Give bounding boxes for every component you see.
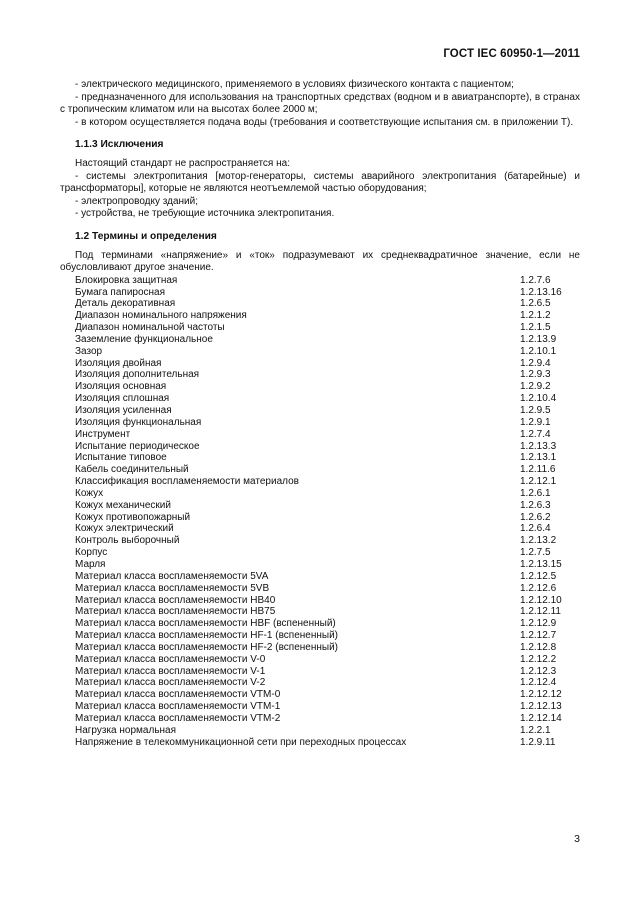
term-reference: 1.2.10.4 (520, 393, 557, 405)
term-reference: 1.2.12.1 (520, 476, 557, 488)
term-row (60, 405, 580, 417)
term-reference: 1.2.9.2 (520, 381, 551, 393)
term-reference: 1.2.12.6 (520, 582, 557, 594)
term-row (60, 666, 580, 678)
term-name: Кожух (75, 487, 104, 499)
term-row (60, 429, 580, 441)
term-row (60, 275, 580, 287)
term-name: Изоляция функциональная (75, 416, 202, 428)
term-row (60, 618, 580, 630)
term-reference: 1.2.12.8 (520, 641, 557, 653)
term-name: Диапазон номинальной частоты (75, 322, 225, 334)
term-name: Бумага папиросная (75, 286, 166, 298)
term-row (60, 630, 580, 642)
term-name: Деталь декоративная (75, 298, 176, 310)
term-row (60, 571, 580, 583)
term-reference: 1.2.9.4 (520, 357, 551, 369)
term-row (60, 512, 580, 524)
term-reference: 1.2.7.6 (520, 274, 551, 286)
term-reference: 1.2.13.1 (520, 452, 557, 464)
term-row (60, 583, 580, 595)
term-name: Материал класса воспламеняемости VTM-2 (75, 712, 281, 724)
term-reference: 1.2.13.15 (520, 558, 562, 570)
term-row (60, 358, 580, 370)
intro-item-1: - электрического медицинского, применяемого в условиях физического контакта с пациентом; (75, 79, 514, 90)
term-name: Марля (75, 558, 106, 570)
exclusions-paragraph-1: Настоящий стандарт не распространяется на: (75, 157, 290, 169)
page-content (60, 79, 580, 748)
term-reference: 1.2.9.1 (520, 416, 551, 428)
page-number: 3 (574, 833, 580, 845)
term-reference: 1.2.9.3 (520, 369, 551, 381)
term-name: Корпус (75, 547, 108, 559)
term-row (60, 488, 580, 500)
term-name: Изоляция сплошная (75, 393, 170, 405)
term-reference: 1.2.12.12 (520, 689, 562, 701)
intro-item-3: - в котором осуществляется подача воды (требования и соответствующие испытания см. в приложении Т). (75, 116, 574, 128)
term-row (60, 310, 580, 322)
term-reference: 1.2.9.11 (520, 736, 556, 748)
term-name: Кабель соединительный (75, 464, 189, 476)
term-reference: 1.2.2.1 (520, 724, 551, 736)
term-name: Материал класса воспламеняемости HBF (вспененный) (75, 618, 336, 630)
term-reference: 1.2.13.2 (520, 535, 557, 547)
term-reference: 1.2.12.2 (520, 653, 557, 665)
term-reference: 1.2.6.1 (520, 487, 551, 499)
term-row (60, 500, 580, 512)
term-reference: 1.2.9.5 (520, 405, 551, 416)
term-name: Материал класса воспламеняемости VTM-0 (75, 689, 281, 701)
term-row (60, 535, 580, 547)
term-name: Изоляция усиленная (75, 405, 172, 416)
term-reference: 1.2.6.2 (520, 511, 551, 523)
term-name: Материал класса воспламеняемости HB75 (75, 606, 276, 618)
term-name: Материал класса воспламеняемости 5VB (75, 582, 270, 594)
term-reference: 1.2.11.6 (520, 464, 556, 476)
term-row (60, 441, 580, 453)
term-name: Инструмент (75, 428, 131, 440)
exclusions-paragraph-2: - системы электропитания [мотор-генераторы, системы аварийного электропитания (батарейные) и трансформаторы], которые не являются неотъемлемой частью оборудования; (60, 170, 580, 195)
exclusions-paragraph-3: - электропроводку зданий; (75, 195, 198, 207)
term-name: Диапазон номинального напряжения (75, 310, 247, 322)
exclusions-heading: 1.1.3 Исключения (75, 139, 164, 151)
term-row (60, 417, 580, 429)
term-reference: 1.2.12.4 (520, 677, 557, 689)
term-reference: 1.2.7.5 (520, 547, 551, 559)
term-row (60, 547, 580, 559)
term-row (60, 642, 580, 654)
term-reference: 1.2.13.3 (520, 440, 557, 452)
term-name: Классификация воспламеняемости материалов (75, 476, 299, 488)
term-row (60, 464, 580, 476)
term-reference: 1.2.12.14 (520, 712, 562, 724)
term-row (60, 725, 580, 737)
exclusions-paragraph-4: - устройства, не требующие источника электропитания. (75, 208, 335, 220)
term-row (60, 523, 580, 535)
term-name: Материал класса воспламеняемости V-1 (75, 665, 266, 677)
term-name: Кожух электрический (75, 523, 174, 535)
term-row (60, 393, 580, 405)
term-name: Изоляция основная (75, 381, 167, 393)
term-name: Изоляция дополнительная (75, 369, 200, 381)
term-name: Изоляция двойная (75, 357, 162, 369)
term-reference: 1.2.7.4 (520, 428, 551, 440)
term-reference: 1.2.12.5 (520, 570, 557, 582)
term-row (60, 381, 580, 393)
term-name: Материал класса воспламеняемости HF-1 (вспененный) (75, 630, 338, 642)
term-row (60, 559, 580, 571)
term-row (60, 298, 580, 310)
term-reference: 1.2.12.10 (520, 594, 562, 606)
term-row (60, 287, 580, 299)
term-name: Блокировка защитная (75, 274, 178, 286)
term-name: Кожух механический (75, 499, 171, 511)
term-reference: 1.2.1.5 (520, 322, 551, 334)
term-row (60, 346, 580, 358)
term-name: Материал класса воспламеняемости HF-2 (вспененный) (75, 641, 338, 653)
term-name: Нагрузка нормальная (75, 724, 177, 736)
term-reference: 1.2.6.4 (520, 523, 551, 535)
term-name: Напряжение в телекоммуникационной сети при переходных процессах (75, 736, 407, 748)
terms-index-list (60, 275, 580, 749)
terms-heading: 1.2 Термины и определения (75, 230, 217, 242)
term-reference: 1.2.1.2 (520, 310, 551, 322)
term-name: Материал класса воспламеняемости VTM-1 (75, 701, 281, 713)
term-name: Материал класса воспламеняемости V-0 (75, 653, 266, 665)
term-row (60, 334, 580, 346)
term-name: Контроль выборочный (75, 535, 180, 547)
term-reference: 1.2.12.13 (520, 701, 562, 713)
term-row (60, 654, 580, 666)
term-reference: 1.2.12.7 (520, 630, 557, 642)
term-row (60, 677, 580, 689)
intro-item-2: - предназначенного для использования на транспортных средствах (водном и в авиатранспорте), в странах с тропическим климатом или на высотах более 2000 м; (60, 91, 580, 116)
term-reference: 1.2.12.11 (520, 606, 561, 618)
term-reference: 1.2.6.5 (520, 298, 551, 310)
term-reference: 1.2.12.3 (520, 665, 557, 677)
term-row (60, 713, 580, 725)
term-row (60, 322, 580, 334)
term-row (60, 595, 580, 607)
term-row (60, 476, 580, 488)
term-reference: 1.2.12.9 (520, 618, 557, 630)
term-row (60, 452, 580, 464)
term-reference: 1.2.13.9 (520, 333, 557, 345)
term-name: Материал класса воспламеняемости HB40 (75, 594, 276, 606)
term-row (60, 369, 580, 381)
term-reference: 1.2.10.1 (520, 345, 557, 357)
term-name: Кожух противопожарный (75, 511, 191, 523)
term-name: Испытание периодическое (75, 440, 200, 452)
term-name: Испытание типовое (75, 452, 167, 464)
term-reference: 1.2.13.16 (520, 286, 562, 298)
term-name: Заземление функциональное (75, 333, 213, 345)
term-name: Зазор (75, 345, 103, 357)
term-row (60, 737, 580, 749)
term-reference: 1.2.6.3 (520, 499, 551, 511)
terms-intro: Под терминами «напряжение» и «ток» подразумевают их среднеквадратичное значение, если не обусловливают другое значение. (60, 249, 580, 274)
term-row (60, 689, 580, 701)
term-name: Материал класса воспламеняемости 5VA (75, 570, 269, 582)
standard-header: ГОСТ IEC 60950-1—2011 (443, 48, 580, 60)
term-row (60, 606, 580, 618)
term-row (60, 701, 580, 713)
term-name: Материал класса воспламеняемости V-2 (75, 677, 266, 689)
